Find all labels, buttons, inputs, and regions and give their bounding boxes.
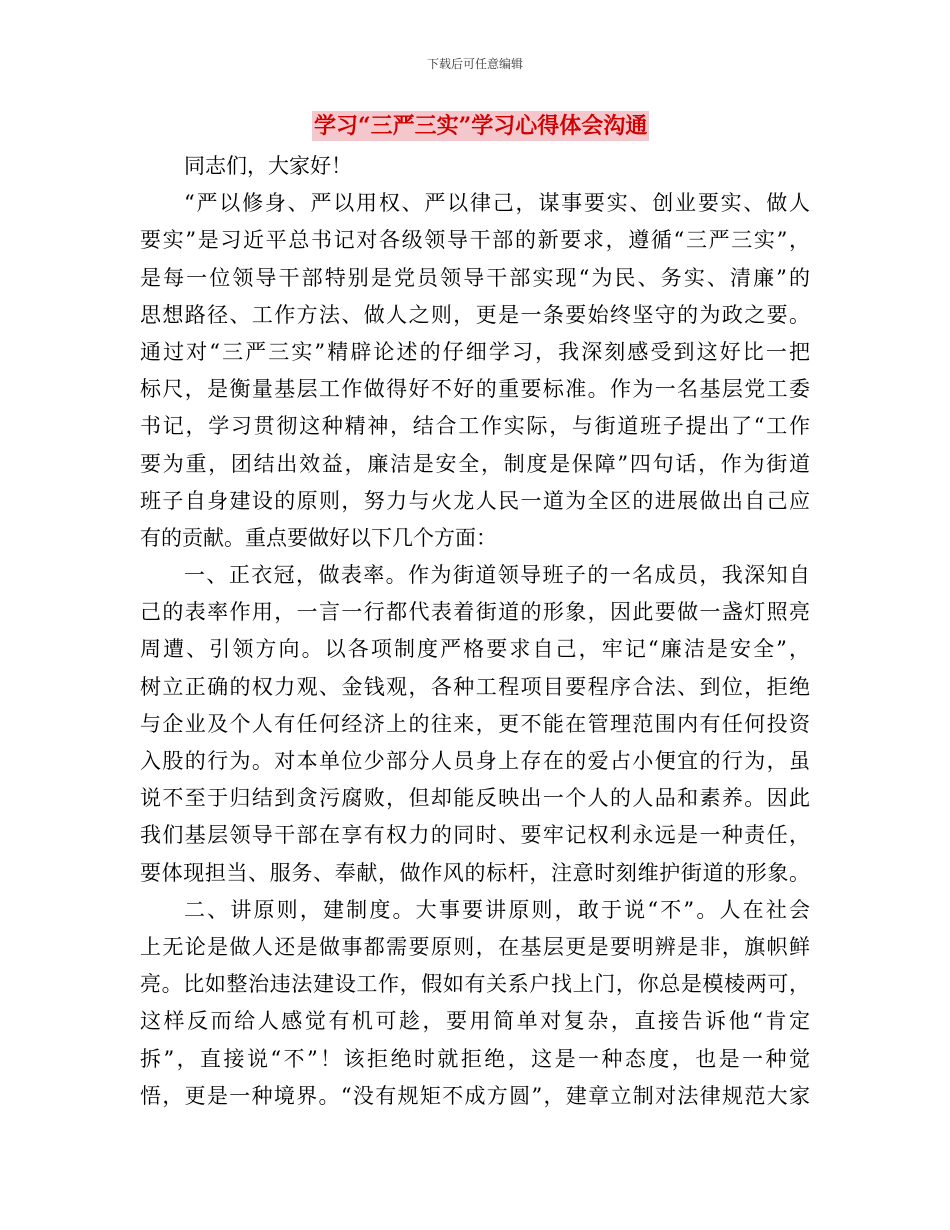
body-line: 要为重，团结出效益，廉洁是安全，制度是保障”四句话，作为街道 <box>140 451 810 476</box>
body-line: 思想路径、工作方法、做人之则，更是一条要始终坚守的为政之要。 <box>140 302 810 327</box>
body-line: 书记，学习贯彻这种精神，结合工作实际，与街道班子提出了“工作 <box>140 414 810 439</box>
body-line: “严以修身、严以用权、严以律己，谋事要实、创业要实、做人 <box>184 191 810 216</box>
body-line: 班子自身建设的原则，努力与火龙人民一道为全区的进展做出自己应 <box>140 488 810 513</box>
section-two-line: 二、讲原则，建制度。大事要讲原则，敢于说“不”。人在社会 <box>184 897 810 922</box>
body-line: 这样反而给人感觉有机可趁，要用简单对复杂，直接告诉他“肯定 <box>140 1009 810 1034</box>
body-line: 入股的行为。对本单位少部分人员身上存在的爱占小便宜的行为，虽 <box>140 749 810 773</box>
body-line: 说不至于归结到贪污腐败，但却能反映出一个人的人品和素养。因此 <box>140 786 810 811</box>
body-line: 树立正确的权力观、金钱观，各种工程项目要程序合法、到位，拒绝 <box>140 674 810 699</box>
body-line: 标尺，是衡量基层工作做得好不好的重要标准。作为一名基层党工委 <box>140 377 810 402</box>
body-line: 通过对“三严三实”精辟论述的仔细学习，我深刻感受到这好比一把 <box>140 339 810 364</box>
body-line: 与企业及个人有任何经济上的往来，更不能在管理范围内有任何投资 <box>140 711 810 736</box>
body-line: 要体现担当、服务、奉献，做作风的标杆，注意时刻维护街道的形象。 <box>140 860 810 885</box>
body-line: 拆”，直接说“不”！该拒绝时就拒绝，这是一种态度，也是一种觉 <box>140 1046 810 1071</box>
body-line: 周遭、引领方向。以各项制度严格要求自己，牢记“廉洁是安全”， <box>140 637 810 662</box>
body-line: 有的贡献。重点要做好以下几个方面： <box>140 525 497 550</box>
body-line: 上无论是做人还是做事都需要原则，在基层更是要明辨是非，旗帜鲜 <box>140 934 810 959</box>
document-body <box>140 148 810 1115</box>
page-header-note: 下载后可任意编辑 <box>426 57 523 71</box>
body-line: 我们基层领导干部在享有权力的同时、要牢记权利永远是一种责任， <box>140 823 810 848</box>
body-line: 是每一位领导干部特别是党员领导干部实现“为民、务实、清廉”的 <box>140 265 810 290</box>
section-one-line: 一、正衣冠，做表率。作为街道领导班子的一名成员，我深知自 <box>184 563 810 588</box>
greeting-line: 同志们，大家好！ <box>184 154 352 178</box>
body-line: 己的表率作用，一言一行都代表着街道的形象，因此要做一盏灯照亮 <box>140 600 810 625</box>
body-line: 亮。比如整治违法建设工作，假如有关系户找上门，你总是模棱两可， <box>140 972 810 997</box>
document-title: 学习“三严三实”学习心得体会沟通 <box>314 113 648 139</box>
body-line: 悟，更是一种境界。“没有规矩不成方圆”，建章立制对法律规范大家 <box>140 1083 810 1108</box>
body-line: 要实”是习近平总书记对各级领导干部的新要求，遵循“三严三实”， <box>140 228 810 253</box>
